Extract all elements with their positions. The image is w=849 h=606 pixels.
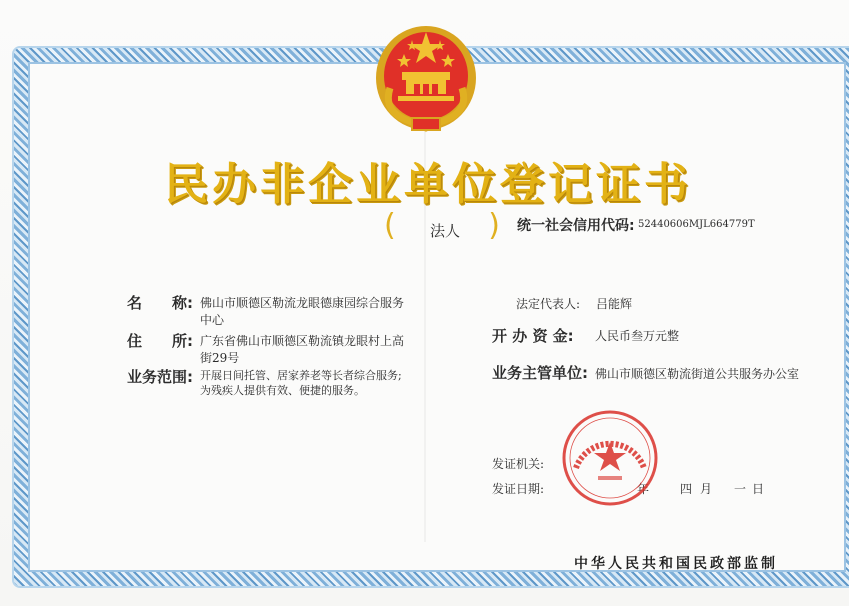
- legal-rep-label: 法定代表人:: [516, 297, 581, 311]
- authority-label: 业务主管单位:: [492, 364, 588, 382]
- capital-label: 开 办 资 金:: [492, 327, 574, 345]
- address-value: 广东省佛山市顺德区勒流镇龙眼村上高街29号: [200, 334, 405, 365]
- capital-value: 人民币叁万元整: [595, 329, 680, 343]
- issue-date-month: 四: [680, 482, 693, 496]
- national-emblem-icon: [372, 18, 480, 134]
- issue-date-day-suffix: 日: [752, 482, 765, 496]
- credit-code-label: 统一社会信用代码:: [517, 218, 635, 234]
- legal-type-box: [384, 208, 500, 246]
- issue-date-year-suffix: 年: [637, 482, 650, 496]
- address-label: 住 所:: [127, 332, 193, 350]
- name-value: 佛山市顺德区勒流龙眼德康园综合服务中心: [200, 296, 405, 327]
- issue-date-label: 发证日期:: [492, 482, 545, 496]
- legal-type: 法人: [430, 222, 461, 240]
- scope-value: 开展日间托管、居家养老等长者综合服务;为残疾人提供有效、便捷的服务。: [200, 369, 402, 397]
- official-seal-icon: [560, 408, 660, 508]
- right-paren-icon: ): [488, 208, 500, 243]
- certificate-title: 民办非企业单位登记证书: [164, 159, 692, 210]
- footer-supervisor: 中华人民共和国民政部监制: [574, 556, 778, 572]
- issue-date-month-suffix: 月: [700, 482, 713, 496]
- issue-date-day: 一: [734, 482, 747, 496]
- scope-label: 业务范围:: [127, 368, 193, 386]
- legal-rep-value: 吕能辉: [596, 297, 633, 311]
- fold-line: [424, 62, 426, 542]
- left-paren-icon: (: [384, 208, 396, 243]
- name-label: 名 称:: [127, 294, 193, 312]
- credit-code-value: 52440606MJL664779T: [638, 219, 755, 230]
- authority-value: 佛山市顺德区勒流街道公共服务办公室: [595, 367, 800, 381]
- issuer-label: 发证机关:: [492, 457, 545, 471]
